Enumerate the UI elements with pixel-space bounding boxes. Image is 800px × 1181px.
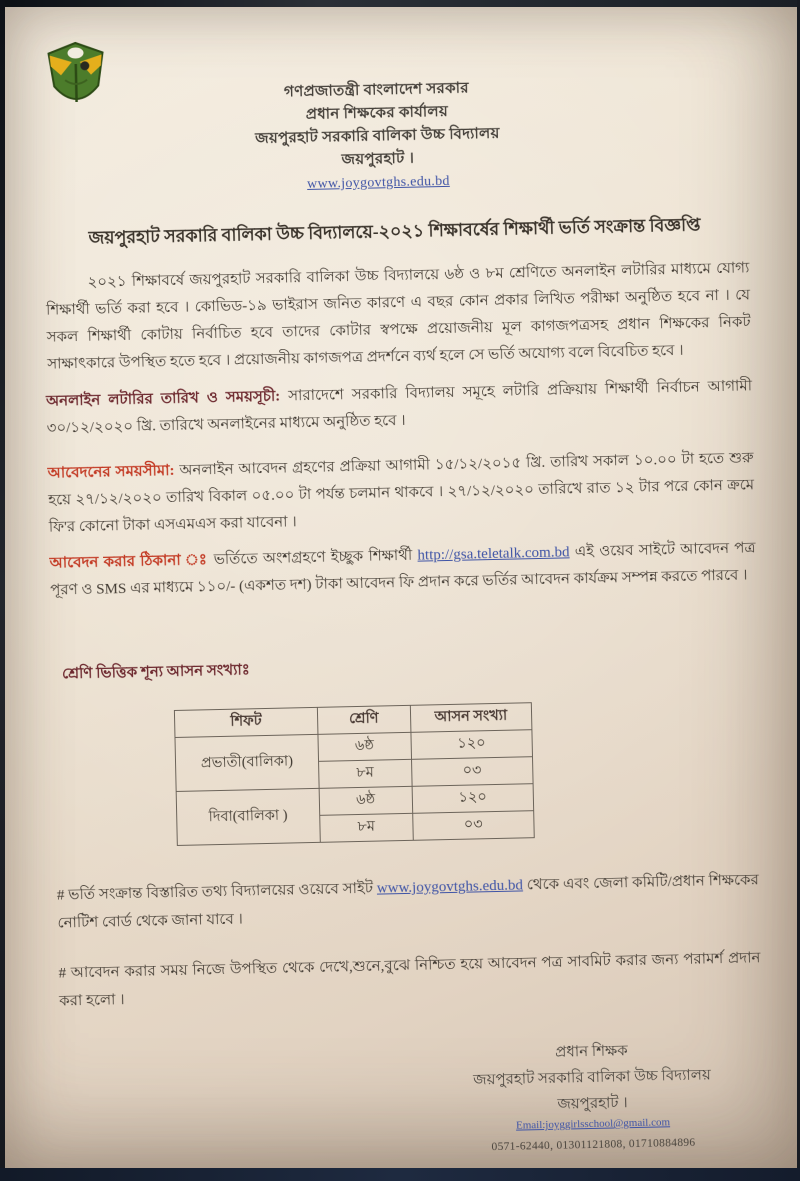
apply-heading: আবেদন করার ঠিকানা ঃ bbox=[49, 552, 209, 572]
intro-paragraph: ২০২১ শিক্ষাবর্ষে জয়পুরহাট সরকারি বালিকা উচ্চ বিদ্যালয়ে ৬ষ্ঠ ও ৮ম শ্রেণিতে অনলাইন লটারির মাধ্যমে যোগ্য শিক্ষার্থী ভর্তি করা হবে । কোভিড-১৯ ভাইরাস জনিত কারণে এ বছর কোন প্রকার লিখিত পরীক্ষা অনুষ্ঠিত হবে না । যে সকল শিক্ষার্থী কোটায় নির্বাচিত হবে তাদের কোটার স্বপক্ষে প্রয়োজনীয় মূল কাগজপত্রসহ প্রধান শিক্ষকের নিকট সাক্ষাৎকারে উপস্থিত হতে হবে । প্রয়োজনীয় কাগজপত্র প্রদর্শনে ব্যর্থ হলে সে ভর্তি অযোগ্য বলে বিবেচিত হবে । bbox=[45, 260, 751, 373]
vacant-seats-table bbox=[174, 702, 535, 846]
seats-section-heading: শ্রেণি ভিত্তিক শূন্য আসন সংখ্যাঃ bbox=[61, 662, 251, 683]
note1-website-link[interactable]: www.joygovtghs.edu.bd bbox=[376, 877, 524, 897]
apply-paragraph bbox=[49, 535, 756, 604]
apply-after-link: এই ওয়েব সাইটে আবেদন পত্র পূরণ ও SMS এর মাধ্যমে ১১০/- (একশত দশ) টাকা আবেদন ফি প্রদান করে ভর্তির আবেদন কার্যক্রম সম্পন্ন করতে পারবে । bbox=[50, 540, 756, 599]
deadline-body: অনলাইন আবেদন গ্রহণের প্রক্রিয়া আগামী ১৫/১২/২০১৫ খ্রি. তারিখ সকাল ১০.০০ টা হতে শুরু হয়ে ২৭/১২/২০২০ তারিখ বিকাল ০৫.০০ টা পর্যন্ত চলমান থাকবে । ২৭/১২/২০২০ তারিখে রাত ১২ টার পরে কোন ক্রমে ফি'র কোনো টাকা এসএমএস করা যাবেনা । bbox=[48, 450, 755, 536]
govt-line: গণপ্রজাতন্ত্রী বাংলাদেশ সরকার bbox=[283, 80, 469, 101]
signature-phone-numbers: 0571-62440, 01301121808, 01710884896 bbox=[491, 1136, 696, 1154]
notice-paper bbox=[5, 7, 797, 1168]
seats-cell: ১২০ bbox=[411, 730, 533, 760]
deadline-paragraph bbox=[47, 445, 755, 541]
photo-edge-top bbox=[0, 0, 800, 7]
col-header-seats: আসন সংখ্যা bbox=[410, 703, 532, 733]
lottery-paragraph bbox=[46, 373, 753, 442]
school-website-link[interactable]: www.joygovtghs.edu.bd bbox=[306, 173, 450, 192]
seats-cell: ১২০ bbox=[412, 784, 534, 814]
grade-cell: ৬ষ্ঠ bbox=[319, 786, 412, 815]
photo-edge-left bbox=[0, 0, 5, 1181]
lottery-heading: অনলাইন লটারির তারিখ ও সময়সূচী: bbox=[45, 388, 281, 410]
signature-block bbox=[416, 1035, 769, 1162]
photo-edge-bottom bbox=[0, 1168, 800, 1181]
col-header-grade: শ্রেণি bbox=[317, 705, 410, 734]
district-line: জয়পুরহাট । bbox=[341, 150, 415, 169]
office-line: প্রধান শিক্ষকের কার্যালয় bbox=[305, 103, 449, 123]
letterhead bbox=[0, 71, 760, 203]
note1-before: # ভর্তি সংক্রান্ত বিস্তারিত তথ্য বিদ্যালয়ের ওয়েবে সাইট bbox=[56, 880, 378, 904]
grade-cell: ৮ম bbox=[318, 759, 411, 788]
col-header-shift: শিফট bbox=[174, 707, 317, 737]
signatory-school: জয়পুরহাট সরকারি বালিকা উচ্চ বিদ্যালয় bbox=[473, 1067, 711, 1089]
grade-cell: ৬ষ্ঠ bbox=[318, 732, 411, 761]
note-advice: # আবেদন করার সময় নিজে উপস্থিত থেকে দেখে,শুনে,বুঝে নিশ্চিত হয়ে আবেদন পত্র সাবমিট করার জন্য পরামর্শ প্রদান করা হলো । bbox=[58, 950, 761, 1010]
note-info-sources bbox=[57, 866, 760, 937]
teletalk-apply-link[interactable]: http://gsa.teletalk.com.bd bbox=[417, 544, 570, 564]
deadline-heading: আবেদনের সময়সীমা: bbox=[47, 462, 175, 482]
note1-after: থেকে এবং জেলা কমিটি/প্রধান শিক্ষকের নোটিশ বোর্ড থেকে জানা যাবে । bbox=[57, 872, 759, 932]
signature-email-link[interactable]: Email:joyggirlsschool@gmail.com bbox=[515, 1116, 671, 1132]
seats-cell: ০৩ bbox=[412, 811, 534, 841]
seats-cell: ০৩ bbox=[411, 757, 533, 787]
notice-title: জয়পুরহাট সরকারি বালিকা উচ্চ বিদ্যালয়ে-২০২১ শিক্ষাবর্ষের শিক্ষার্থী ভর্তি সংক্রান্ত বিজ্ঞপ্তি bbox=[88, 214, 701, 248]
signatory-district: জয়পুরহাট । bbox=[557, 1095, 628, 1113]
signatory-title: প্রধান শিক্ষক bbox=[555, 1043, 628, 1061]
apply-before-link: ভর্তিতে অংশগ্রহণে ইচ্ছুক শিক্ষার্থী bbox=[213, 547, 418, 569]
grade-cell: ৮ম bbox=[320, 813, 413, 842]
school-name-line: জয়পুরহাট সরকারি বালিকা উচ্চ বিদ্যালয় bbox=[255, 125, 500, 148]
lottery-body: সারাদেশে সরকারি বিদ্যালয় সমূহে লটারি প্রক্রিয়ায় শিক্ষার্থী নির্বাচন আগামী ৩০/১২/২০২০ খ্রি. তারিখে অনলাইনের মাধ্যমে অনুষ্ঠিত হবে । bbox=[46, 378, 753, 437]
shift-cell-day: দিবা(বালিকা ) bbox=[176, 788, 320, 845]
shift-cell-morning: প্রভাতী(বালিকা) bbox=[175, 734, 319, 791]
